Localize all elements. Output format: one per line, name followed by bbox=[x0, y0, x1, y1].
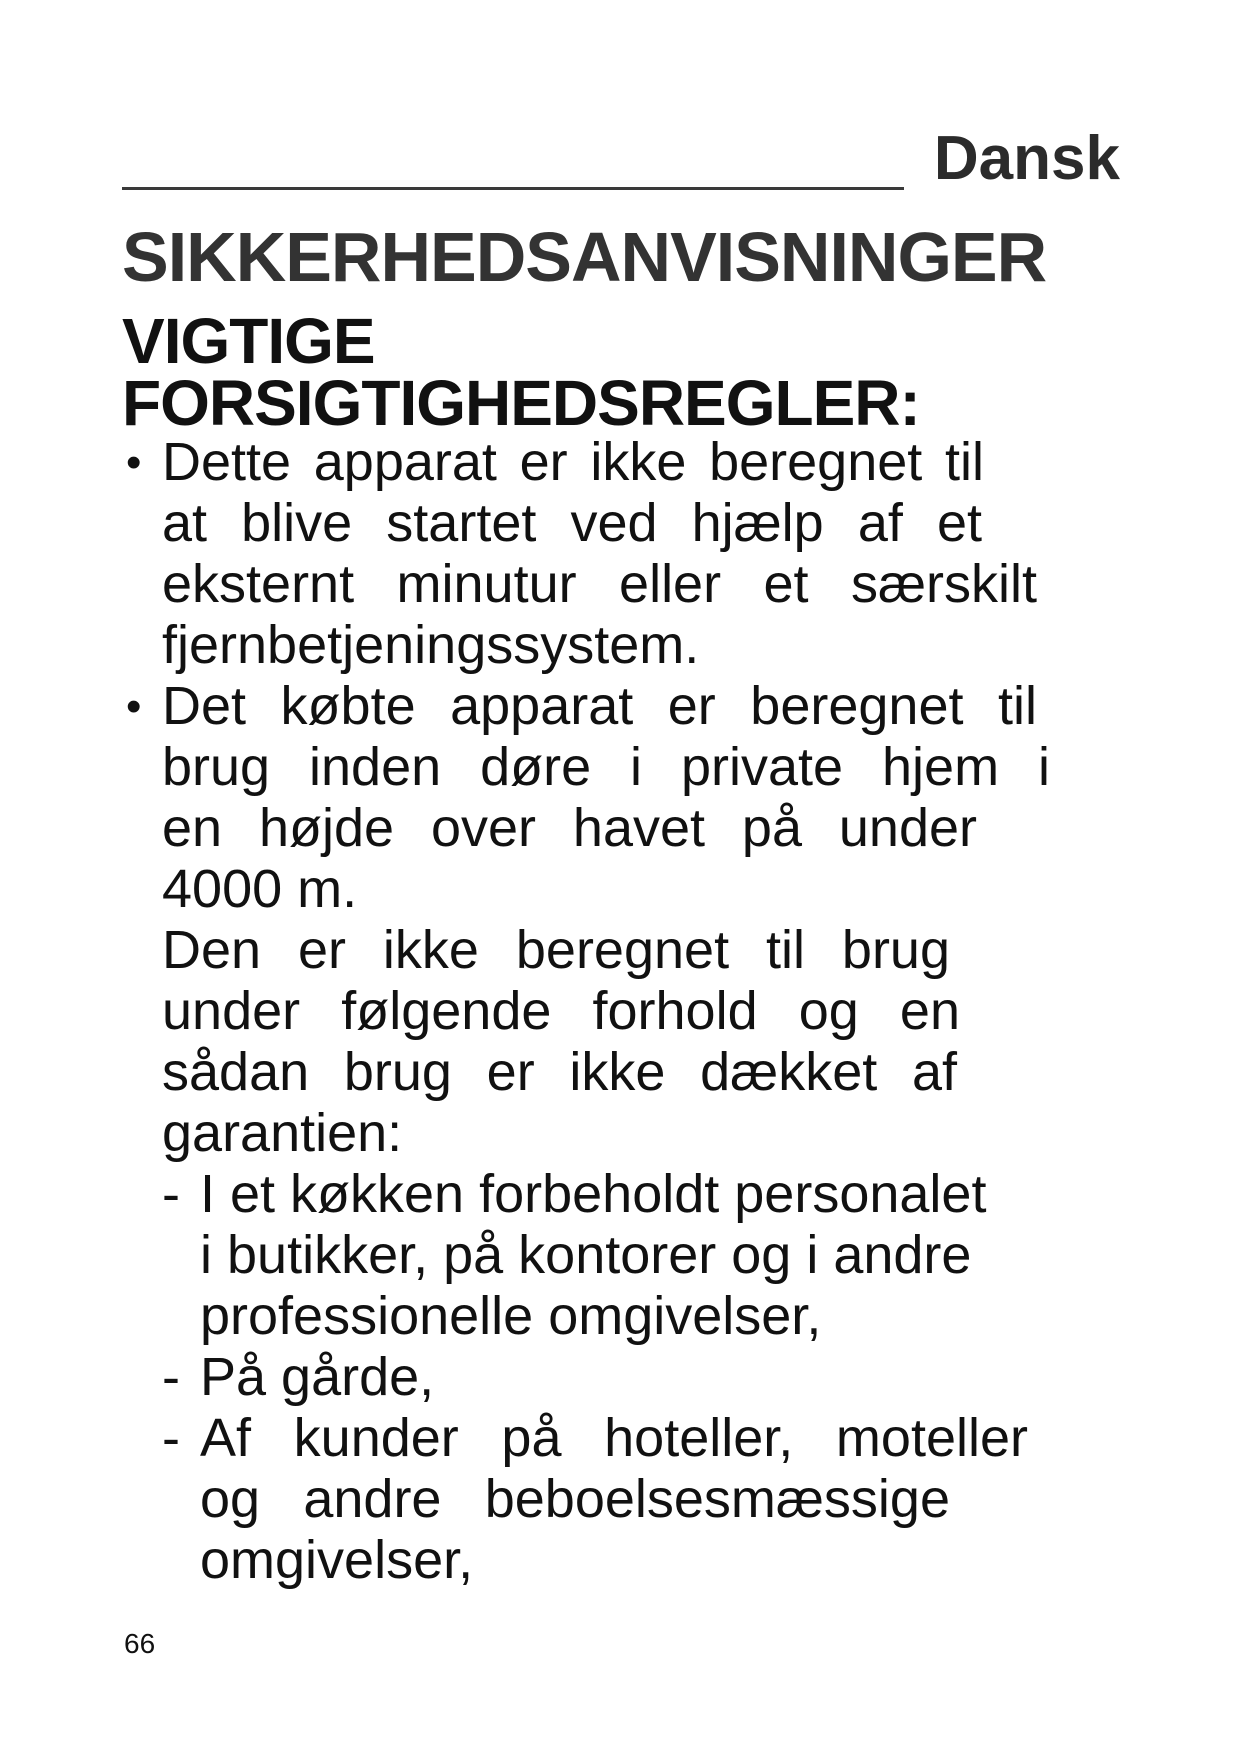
sub-list-line: professionelle omgivelser, bbox=[200, 1286, 822, 1346]
bullet-line: at blive startet ved hjælp af et bbox=[162, 493, 982, 553]
sub-list-item bbox=[162, 1347, 1162, 1408]
safety-instructions-body bbox=[122, 432, 1162, 1591]
bullet-line: eksternt minutur eller et særskilt bbox=[162, 554, 1037, 614]
bullet-line: Den er ikke beregnet til brug bbox=[162, 920, 950, 980]
bullet-line: sådan brug er ikke dækket af bbox=[162, 1042, 957, 1102]
bullet-icon: • bbox=[126, 682, 142, 731]
bullet-item bbox=[122, 676, 1162, 1164]
bullet-line: Det købte apparat er beregnet til bbox=[162, 676, 1037, 736]
sub-list-line: I et køkken forbeholdt personalet bbox=[200, 1164, 987, 1224]
sub-list-item bbox=[162, 1164, 1162, 1347]
page-number: 66 bbox=[124, 1628, 156, 1659]
sub-list-line: omgivelser, bbox=[200, 1530, 474, 1590]
section-heading-line-2: FORSIGTIGHEDSREGLER: bbox=[122, 367, 920, 439]
bullet-item bbox=[122, 432, 1162, 676]
language-label: Dansk bbox=[933, 124, 1120, 193]
bullet-line: under følgende forhold og en bbox=[162, 981, 960, 1041]
bullet-line: fjernbetjeningssystem. bbox=[162, 615, 700, 675]
bullet-icon: • bbox=[126, 438, 142, 487]
dash-icon: - bbox=[162, 1408, 180, 1468]
dash-icon: - bbox=[162, 1347, 180, 1407]
bullet-line: garantien: bbox=[162, 1103, 403, 1163]
sub-list-line: og andre beboelsesmæssige bbox=[200, 1469, 950, 1529]
bullet-line: en højde over havet på under bbox=[162, 798, 977, 858]
bullet-line: Dette apparat er ikke beregnet til bbox=[162, 432, 984, 492]
section-heading bbox=[122, 305, 1122, 439]
section-heading-line-1: VIGTIGE bbox=[122, 305, 375, 377]
sub-list-item bbox=[162, 1408, 1162, 1591]
bullet-line: brug inden døre i private hjem i bbox=[162, 737, 1050, 797]
dash-icon: - bbox=[162, 1164, 180, 1224]
sub-list-line: På gårde, bbox=[200, 1347, 435, 1407]
bullet-line: 4000 m. bbox=[162, 859, 358, 919]
page-title: SIKKERHEDSANVISNINGER bbox=[122, 218, 1047, 296]
header-rule bbox=[122, 187, 904, 190]
sub-list-line: Af kunder på hoteller, moteller bbox=[200, 1408, 1028, 1468]
sub-list-line: i butikker, på kontorer og i andre bbox=[200, 1225, 972, 1285]
